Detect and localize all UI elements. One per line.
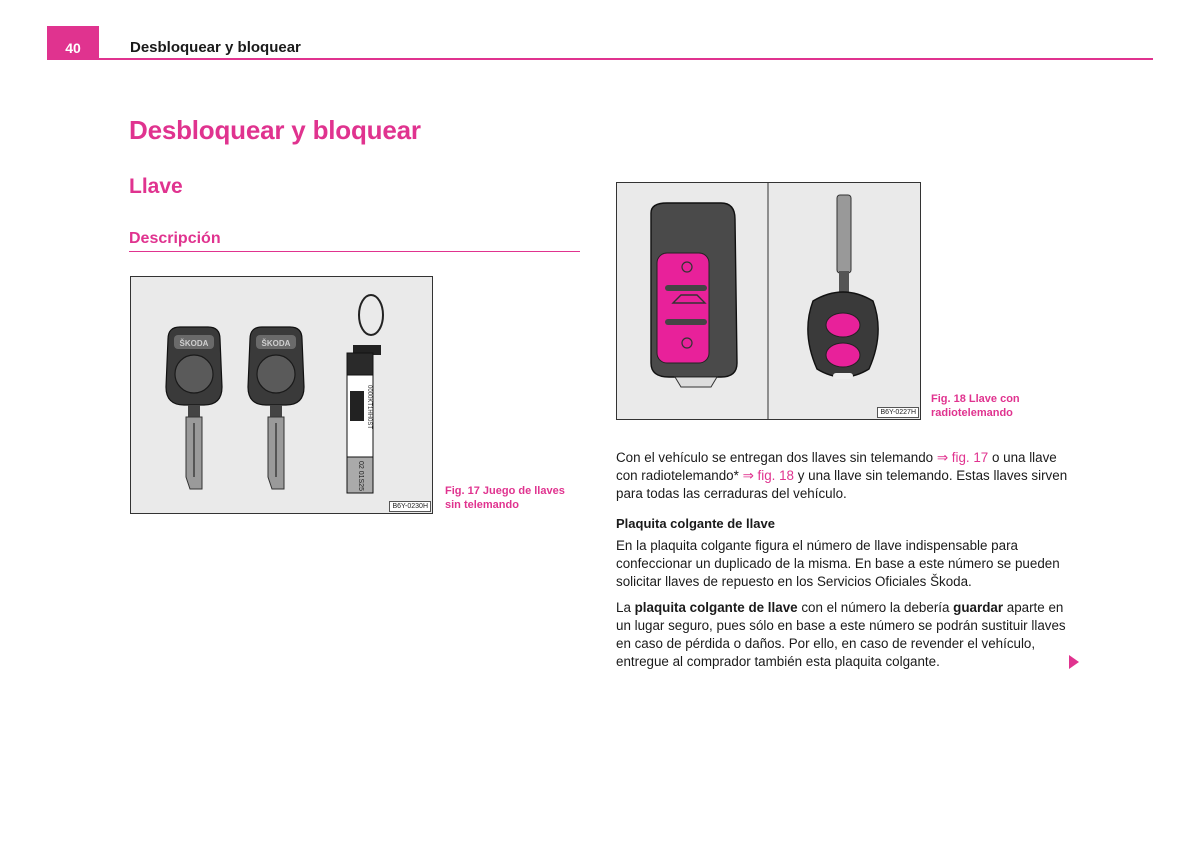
para1-text-3: y una llave sin telemando. Estas llaves sirven para todas las cerraduras del vehículo. xyxy=(616,468,1068,501)
figure-18-code: B6Y-0227H xyxy=(877,407,919,418)
key-tag xyxy=(347,295,383,493)
figure-18-remote-key-illustration xyxy=(616,182,921,420)
flip-key xyxy=(651,203,737,387)
fig-17-reference-link[interactable]: ⇒ fig. 17 xyxy=(936,450,989,465)
chapter-title: Desbloquear y bloquear xyxy=(129,115,421,145)
section-title: Llave xyxy=(129,175,183,198)
key-2 xyxy=(248,327,304,489)
fig-18-reference-link[interactable]: ⇒ fig. 18 xyxy=(742,468,794,483)
running-header-title: Desbloquear y bloquear xyxy=(130,39,301,56)
key-tag-paragraph: En la plaquita colgante figura el número de llave indispensable para confeccionar un duplicado de la misma. En base a este número se pueden solicitar llaves de repuesto en los Servicios Oficiales Škoda. xyxy=(616,538,1060,589)
remote-key-drawing xyxy=(617,183,920,419)
continue-arrow-icon xyxy=(1069,655,1079,669)
para3-text-1: La xyxy=(616,600,635,615)
key-1 xyxy=(166,327,222,489)
para1-text-1: Con el vehículo se entregan dos llaves sin telemando xyxy=(616,450,937,465)
subsection-title: Descripción xyxy=(129,230,221,247)
para3-bold-2: guardar xyxy=(953,600,1004,615)
para3-bold-1: plaquita colgante de llave xyxy=(634,600,798,615)
figure-17-caption: Fig. 17 Juego de llaves sin telemando xyxy=(445,485,565,511)
subsection-rule xyxy=(129,251,580,252)
svg-text:ŠKODA: ŠKODA xyxy=(261,339,291,348)
key-tag-subheading: Plaquita colgante de llave xyxy=(616,516,775,531)
para3-text-3: aparte en un lugar seguro, pues sólo en base a este número se podrán sustituir llaves en caso de pérdida o daños. Por ello, en caso de revender el vehículo, entregue al comprador también esta plaquita colgante. xyxy=(616,600,1066,669)
svg-text:02 01S25: 02 01S25 xyxy=(357,461,364,491)
keys-without-remote-drawing xyxy=(131,277,432,513)
header-rule xyxy=(47,58,1153,60)
svg-text:0000KT1HH0ST: 0000KT1HH0ST xyxy=(366,385,372,430)
remote-fob xyxy=(808,195,878,379)
page-number: 40 xyxy=(47,26,99,60)
para3-text-2: con el número la debería xyxy=(797,600,954,615)
figure-17-keys-illustration xyxy=(130,276,433,514)
svg-text:ŠKODA: ŠKODA xyxy=(179,339,209,348)
intro-paragraph xyxy=(616,449,1076,503)
figure-18-caption: Fig. 18 Llave con radiotelemando xyxy=(931,393,1020,419)
figure-17-code: B6Y-0230H xyxy=(389,501,431,512)
key-tag-advice-paragraph xyxy=(616,599,1076,671)
para1-text-2: o una llave con radiotelemando* xyxy=(616,450,1057,483)
